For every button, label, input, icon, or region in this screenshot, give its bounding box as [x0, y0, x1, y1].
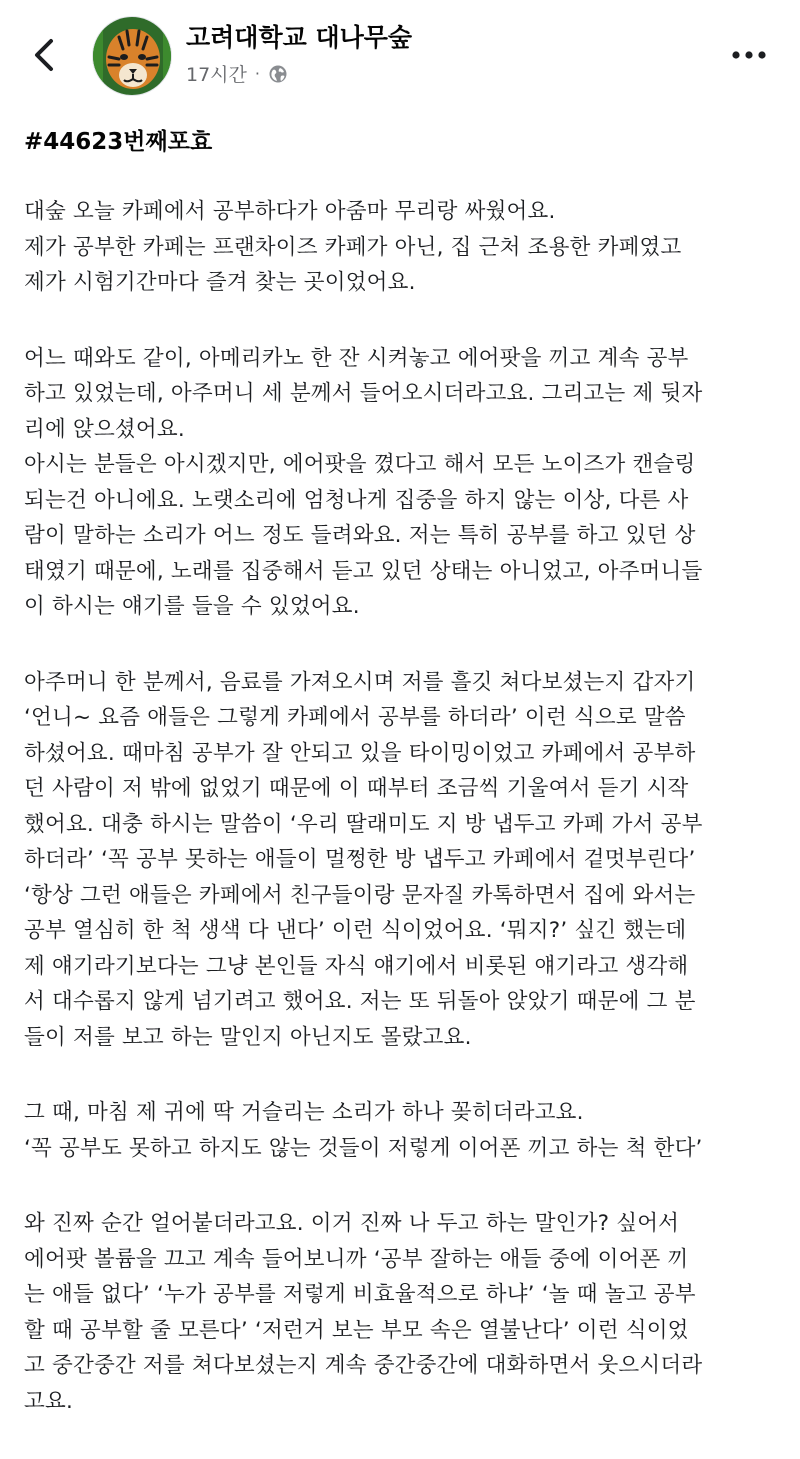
text-line: 제가 시험기간마다 즐겨 찾는 곳이었어요.: [24, 270, 416, 295]
text-line: 리에 앉으셨어요.: [24, 416, 185, 442]
text-line: ‘항상 그런 애들은 카페에서 친구들이랑 문자질 카톡하면서 집에 와서는: [24, 882, 696, 908]
text-line: ‘꼭 공부도 못하고 하지도 않는 것들이 저렇게 이어폰 끼고 하는 척 한다’: [24, 1135, 703, 1161]
globe-icon: [268, 64, 288, 84]
text-line: 하셨어요. 때마침 공부가 잘 안되고 있을 타이밍이었고 카페에서 공부하: [24, 740, 696, 766]
text-line: 이 하시는 얘기를 들을 수 있었어요.: [24, 594, 360, 619]
post-content: [24, 118, 782, 1459]
text-line: 공부 열심히 한 척 생색 다 낸다’ 이런 식이었어요. ‘뭐지?’ 싶긴 했는데: [24, 918, 687, 943]
text-line: 되는건 아니에요. 노랫소리에 엄청나게 집중을 하지 않는 이상, 다른 사: [24, 487, 689, 513]
post-meta: [186, 60, 288, 87]
post-header: [0, 0, 800, 110]
text-line: 하고 있었는데, 아주머니 세 분께서 들어오시더라고요. 그리고는 제 뒷자: [24, 381, 703, 406]
text-line: 아시는 분들은 아시겠지만, 에어팟을 꼈다고 해서 모든 노이즈가 캔슬링: [24, 452, 696, 477]
meta-separator: ·: [254, 64, 260, 83]
text-line: 서 대수롭지 않게 넘기려고 했어요. 저는 또 뒤돌아 앉았기 때문에 그 분: [24, 989, 696, 1014]
more-horizontal-icon: [731, 50, 767, 60]
page-name[interactable]: 고려대학교 대나무숲: [186, 23, 413, 52]
tiger-avatar: [93, 17, 172, 96]
post-paragraph-5: [24, 1206, 782, 1419]
more-options-button[interactable]: [724, 38, 774, 72]
text-line: 대숲 오늘 카페에서 공부하다가 아줌마 무리랑 싸웠어요.: [24, 199, 556, 224]
post-paragraph-4: [24, 1095, 782, 1166]
text-line: 제 얘기라기보다는 그냥 본인들 자식 얘기에서 비롯된 얘기라고 생각해: [24, 953, 689, 979]
post-paragraph-3: [24, 665, 782, 1056]
text-line: 그 때, 마침 제 귀에 딱 거슬리는 소리가 하나 꽂히더라고요.: [24, 1100, 584, 1125]
chevron-left-icon: [33, 38, 55, 72]
text-line: 에어팟 볼륨을 끄고 계속 들어보니까 ‘공부 잘하는 애들 중에 이어폰 끼: [24, 1246, 689, 1272]
post-paragraph-2: [24, 341, 782, 625]
text-line: ‘언니~ 요즘 애들은 그렇게 카페에서 공부를 하더라’ 이런 식으로 말씀: [24, 705, 686, 730]
text-line: 는 애들 없다’ ‘누가 공부를 저렇게 비효율적으로 하냐’ ‘놀 때 놀고 공부: [24, 1282, 696, 1307]
text-line: 할 때 공부할 줄 모른다’ ‘저런거 보는 부모 속은 열불난다’ 이런 식이었: [24, 1317, 689, 1343]
text-line: 람이 말하는 소리가 어느 정도 들려와요. 저는 특히 공부를 하고 있던 상: [24, 523, 696, 548]
text-line: 태였기 때문에, 노래를 집중해서 듣고 있던 상태는 아니었고, 아주머니들: [24, 558, 703, 584]
text-line: 아주머니 한 분께서, 음료를 가져오시며 저를 흘깃 쳐다보셨는지 갑자기: [24, 669, 696, 695]
text-line: 어느 때와도 같이, 아메리카노 한 잔 시켜놓고 에어팟을 끼고 계속 공부: [24, 345, 689, 371]
text-line: 고 중간중간 저를 쳐다보셨는지 계속 중간중간에 대화하면서 웃으시더라: [24, 1353, 703, 1378]
back-button[interactable]: [22, 30, 66, 80]
text-line: 하더라’ ‘꼭 공부 못하는 애들이 멀쩡한 방 냅두고 카페에서 겉멋부린다’: [24, 847, 696, 872]
text-line: 던 사람이 저 밖에 없었기 때문에 이 때부터 조금씩 기울여서 듣기 시작: [24, 776, 689, 801]
page-avatar[interactable]: [92, 16, 172, 96]
post-timestamp[interactable]: 17시간: [186, 64, 247, 86]
post-hashtag[interactable]: #44623번째포효: [24, 129, 213, 155]
text-line: 했어요. 대충 하시는 말씀이 ‘우리 딸래미도 지 방 냅두고 카페 가서 공부: [24, 811, 703, 837]
text-line: 고요.: [24, 1388, 73, 1414]
text-line: 들이 저를 보고 하는 말인지 아닌지도 몰랐고요.: [24, 1024, 472, 1050]
text-line: 제가 공부한 카페는 프랜차이즈 카페가 아닌, 집 근처 조용한 카페였고: [24, 234, 682, 260]
post-paragraph-1: [24, 194, 782, 301]
text-line: 와 진짜 순간 얼어붙더라고요. 이거 진짜 나 두고 하는 말인가? 싶어서: [24, 1211, 680, 1236]
